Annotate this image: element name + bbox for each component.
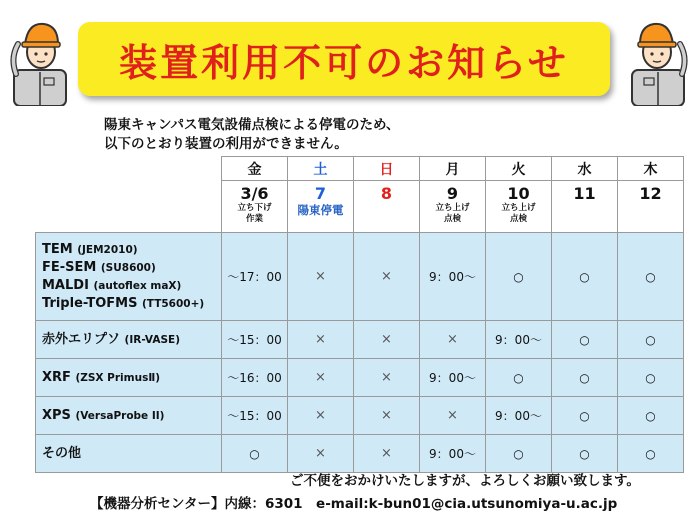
equipment-name: Triple-TOFMS <box>42 295 138 311</box>
availability-cell: ～17：00 <box>222 233 288 321</box>
equipment-name: MALDI <box>42 277 89 293</box>
availability-cell: ○ <box>552 359 618 397</box>
equipment-model: (SU8600) <box>100 261 156 274</box>
schedule-table <box>35 156 684 473</box>
availability-cell: ～15：00 <box>222 397 288 435</box>
date-note: 立ち上げ <box>501 203 536 213</box>
date-number: 7 <box>314 184 327 203</box>
availability-cell: ○ <box>552 397 618 435</box>
availability-cell: ○ <box>618 397 684 435</box>
availability-cell: ○ <box>552 233 618 321</box>
availability-cell: × <box>354 233 420 321</box>
date-cell <box>222 181 288 233</box>
date-cell <box>618 181 684 233</box>
day-of-week-row <box>36 157 684 181</box>
equipment-name: FE-SEM <box>42 259 97 275</box>
worker-left-icon <box>8 14 72 106</box>
table-row <box>36 397 684 435</box>
table-row <box>36 435 684 473</box>
dow-cell: 木 <box>618 157 684 181</box>
date-note: 作業 <box>245 214 263 224</box>
table-row <box>36 321 684 359</box>
notice-title-banner <box>78 22 610 96</box>
dow-cell: 月 <box>420 157 486 181</box>
equipment-name-line <box>42 277 221 295</box>
date-cell <box>420 181 486 233</box>
availability-cell: ○ <box>618 233 684 321</box>
equipment-name: XPS <box>42 407 71 423</box>
apology-text: ご不便をおかけいたしますが、よろしくお願い致します。 <box>290 473 640 489</box>
availability-cell: × <box>288 435 354 473</box>
date-number: 3/6 <box>240 184 269 203</box>
equipment-model: (JEM2010) <box>77 243 138 256</box>
availability-cell: ○ <box>552 435 618 473</box>
availability-cell: × <box>288 397 354 435</box>
availability-cell: ○ <box>618 321 684 359</box>
availability-cell: ○ <box>552 321 618 359</box>
availability-cell: 9：00～ <box>420 359 486 397</box>
equipment-name-line <box>42 445 221 462</box>
date-number: 12 <box>639 184 662 203</box>
availability-cell: ○ <box>618 359 684 397</box>
availability-cell: × <box>354 321 420 359</box>
availability-cell: × <box>288 233 354 321</box>
availability-cell: ○ <box>222 435 288 473</box>
date-cell <box>486 181 552 233</box>
equipment-model: (IR-VASE) <box>124 333 181 346</box>
equipment-model: (ZSX PrimusⅡ) <box>75 371 161 384</box>
notice-title: 装置利用不可のお知らせ <box>119 40 569 85</box>
equipment-name: XRF <box>42 369 71 385</box>
corner-cell <box>36 181 222 233</box>
availability-cell: 9：00～ <box>486 321 552 359</box>
equipment-label <box>36 435 222 473</box>
equipment-name: TEM <box>42 241 73 257</box>
date-cell <box>354 181 420 233</box>
availability-cell: × <box>420 397 486 435</box>
date-number: 11 <box>573 184 596 203</box>
availability-cell: × <box>420 321 486 359</box>
equipment-rows <box>36 233 684 473</box>
dow-cell: 金 <box>222 157 288 181</box>
availability-cell: 9：00～ <box>420 233 486 321</box>
equipment-name-line <box>42 369 221 387</box>
date-number: 8 <box>380 184 393 203</box>
availability-cell: ○ <box>618 435 684 473</box>
availability-cell: ～16：00 <box>222 359 288 397</box>
availability-cell: × <box>288 321 354 359</box>
availability-cell: ○ <box>486 233 552 321</box>
availability-cell: × <box>354 397 420 435</box>
equipment-name-line <box>42 259 221 277</box>
equipment-model: (VersaProbe II) <box>75 409 165 422</box>
intro-line-2: 以下のとおり装置の利用ができません。 <box>104 136 348 152</box>
availability-cell: × <box>354 435 420 473</box>
availability-cell: × <box>354 359 420 397</box>
equipment-name-line <box>42 241 221 259</box>
date-note: 立ち下げ <box>237 203 272 213</box>
availability-cell: ～15：00 <box>222 321 288 359</box>
availability-cell: 9：00～ <box>486 397 552 435</box>
worker-right-icon <box>626 14 690 106</box>
equipment-name: その他 <box>42 446 82 461</box>
equipment-name: 赤外エリプソ <box>42 331 121 347</box>
dow-cell: 土 <box>288 157 354 181</box>
availability-cell: ○ <box>486 359 552 397</box>
equipment-model: (TT5600+) <box>142 297 205 310</box>
date-cell <box>288 181 354 233</box>
availability-cell: × <box>288 359 354 397</box>
date-row <box>36 181 684 233</box>
equipment-name-line <box>42 295 221 313</box>
date-number: 10 <box>507 184 530 203</box>
equipment-name-line <box>42 331 221 349</box>
equipment-name-line <box>42 407 221 425</box>
equipment-label <box>36 321 222 359</box>
date-note: 立ち上げ <box>435 203 470 213</box>
equipment-label <box>36 233 222 321</box>
dow-cell: 火 <box>486 157 552 181</box>
corner-cell <box>36 157 222 181</box>
contact-info: 【機器分析センター】内線：6301 e-mail:k-bun01@cia.utsunomiya-u.ac.jp <box>90 496 618 512</box>
table-row <box>36 233 684 321</box>
equipment-label <box>36 359 222 397</box>
intro-text <box>104 116 400 154</box>
table-row <box>36 359 684 397</box>
date-note: 点検 <box>509 214 527 224</box>
date-number: 9 <box>446 184 459 203</box>
equipment-label <box>36 397 222 435</box>
intro-line-1: 陽東キャンパス電気設備点検による停電のため、 <box>104 117 400 133</box>
equipment-model: (autoflex maX) <box>93 279 182 292</box>
dow-cell: 日 <box>354 157 420 181</box>
date-note: 陽東停電 <box>297 203 344 217</box>
availability-cell: 9：00～ <box>420 435 486 473</box>
dow-cell: 水 <box>552 157 618 181</box>
date-note: 点検 <box>443 214 461 224</box>
availability-cell: ○ <box>486 435 552 473</box>
date-cell <box>552 181 618 233</box>
